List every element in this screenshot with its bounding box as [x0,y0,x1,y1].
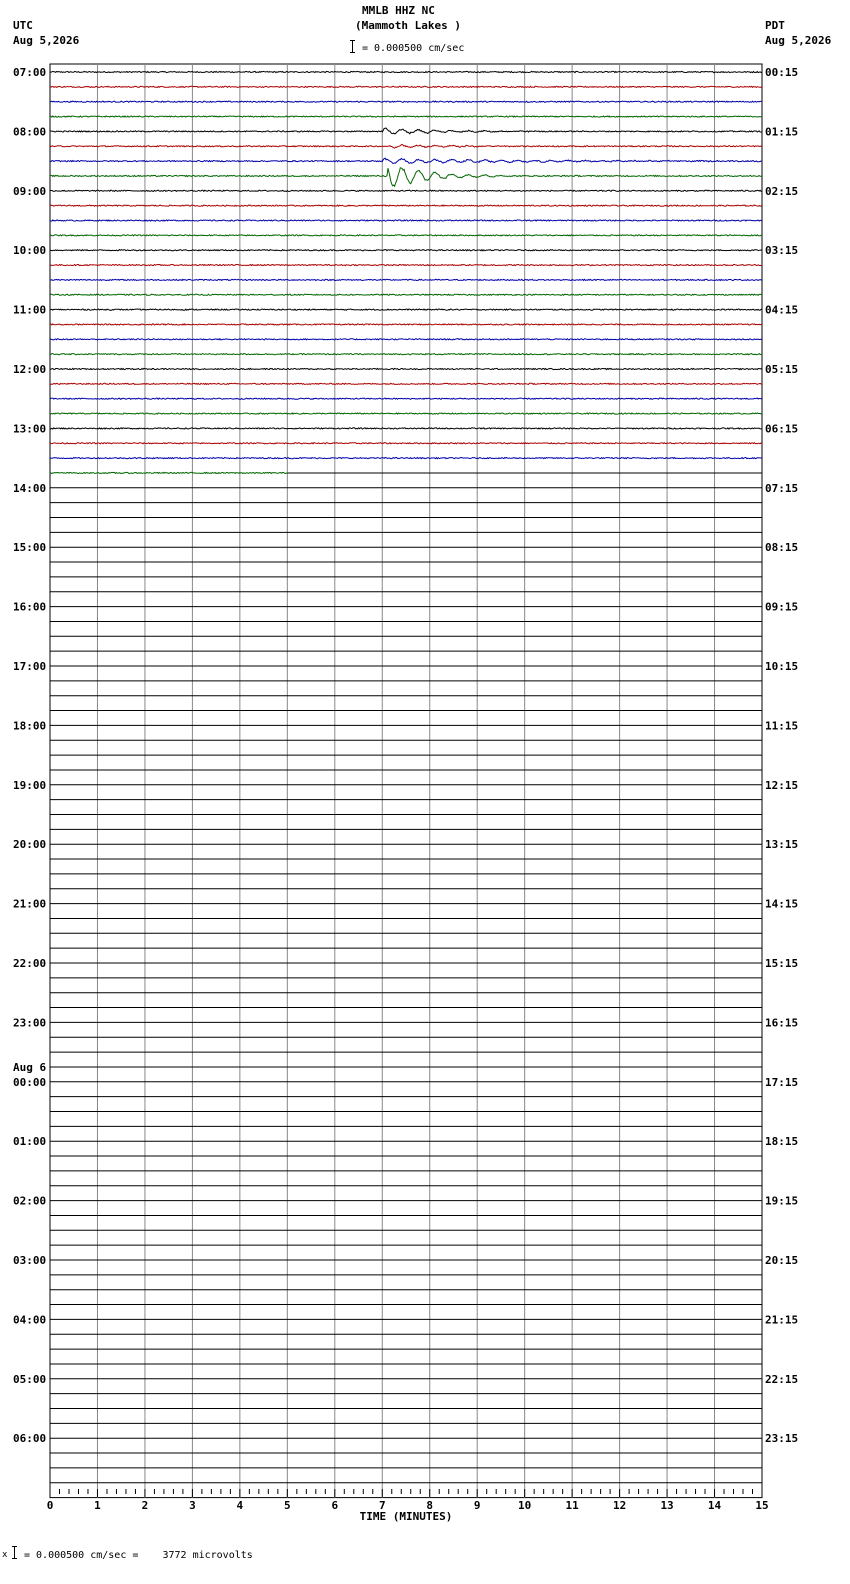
x-tick-label: 3 [189,1499,196,1512]
x-tick-label: 12 [612,1499,627,1512]
seismic-trace [50,339,762,340]
pdt-hour-label: 07:15 [765,481,799,495]
footer-scale-label: = 0.000500 cm/sec = 3772 microvolts [24,1550,253,1561]
x-tick-label: 11 [565,1499,579,1512]
utc-hour-label: 16:00 [13,600,47,614]
left-timezone: UTC [13,19,33,32]
pdt-hour-label: 17:15 [765,1075,799,1089]
x-tick-label: 5 [284,1499,291,1512]
x-tick-label: 15 [755,1499,769,1512]
seismic-trace [50,158,762,163]
date-change-label: Aug 6 [13,1060,47,1074]
pdt-hour-label: 03:15 [765,244,799,258]
utc-hour-label: 01:00 [13,1135,47,1149]
pdt-hour-label: 16:15 [765,1016,799,1030]
seismic-trace [50,294,762,295]
pdt-hour-label: 02:15 [765,184,799,198]
seismic-trace [50,354,762,355]
pdt-hour-label: 21:15 [765,1313,799,1327]
seismic-trace [50,220,762,221]
x-tick-label: 8 [426,1499,434,1512]
seismic-trace [50,128,762,134]
x-tick-label: 1 [94,1499,101,1512]
seismic-trace [50,309,762,310]
pdt-hour-label: 14:15 [765,897,799,911]
x-tick-label: 6 [331,1499,339,1512]
utc-hour-label: 18:00 [13,719,47,733]
pdt-hour-label: 15:15 [765,957,799,970]
seismic-trace [50,279,762,280]
seismic-trace [50,235,762,236]
seismic-trace [50,443,762,444]
seismic-trace [50,458,762,459]
utc-hour-label: 00:00 [13,1075,47,1089]
seismic-trace [50,472,287,473]
seismic-trace [50,101,762,102]
utc-hour-label: 13:00 [13,422,47,436]
x-tick-label: 2 [141,1499,149,1512]
utc-hour-label: 21:00 [13,897,47,911]
utc-hour-label: 04:00 [13,1313,47,1327]
utc-hour-label: 10:00 [13,244,47,258]
seismic-trace [50,116,762,117]
utc-hour-label: 03:00 [13,1254,47,1267]
seismic-trace [50,168,762,186]
utc-hour-label: 15:00 [13,541,47,555]
seismic-trace [50,428,762,429]
seismic-trace [50,265,762,266]
utc-hour-label: 02:00 [13,1194,47,1208]
utc-hour-label: 07:00 [13,66,47,79]
utc-hour-label: 09:00 [13,184,47,198]
pdt-hour-label: 00:15 [765,66,799,79]
utc-hour-label: 14:00 [13,481,47,495]
pdt-hour-label: 18:15 [765,1135,799,1149]
seismic-trace [50,324,762,325]
x-tick-label: 7 [378,1499,386,1512]
utc-hour-label: 19:00 [13,778,47,792]
x-tick-label: 13 [660,1499,674,1512]
pdt-hour-label: 09:15 [765,600,799,614]
pdt-hour-label: 06:15 [765,422,799,436]
right-timezone: PDT [765,19,785,32]
utc-hour-label: 08:00 [13,125,47,139]
seismic-trace [50,144,762,148]
seismic-trace [50,71,762,72]
seismic-trace [50,413,762,414]
pdt-hour-label: 08:15 [765,541,799,555]
seismic-trace [50,250,762,251]
seismic-trace [50,383,762,384]
x-tick-label: 14 [707,1499,722,1512]
utc-hour-label: 17:00 [13,660,47,673]
utc-hour-label: 23:00 [13,1016,47,1030]
footer-prefix: x [2,1550,8,1560]
seismic-trace [50,398,762,399]
x-tick-label: 9 [473,1499,481,1512]
pdt-hour-label: 23:15 [765,1432,799,1446]
pdt-hour-label: 19:15 [765,1194,799,1208]
pdt-hour-label: 04:15 [765,303,799,317]
x-tick-label: 4 [236,1499,244,1512]
utc-hour-label: 12:00 [13,363,47,376]
pdt-hour-label: 10:15 [765,660,799,673]
pdt-hour-label: 05:15 [765,363,799,376]
station-title: MMLB HHZ NC [362,4,435,17]
station-location: (Mammoth Lakes ) [355,19,461,32]
pdt-hour-label: 22:15 [765,1372,799,1386]
right-date: Aug 5,2026 [765,34,832,47]
x-tick-label: 10 [518,1499,532,1512]
utc-hour-label: 22:00 [13,957,47,970]
left-date: Aug 5,2026 [13,34,80,47]
utc-hour-label: 05:00 [13,1372,47,1386]
scale-label: = 0.000500 cm/sec [362,43,465,54]
pdt-hour-label: 13:15 [765,838,799,852]
utc-hour-label: 06:00 [13,1432,47,1446]
x-tick-label: 0 [46,1499,54,1512]
footer-scale-bar-icon [14,1546,15,1559]
seismic-trace [50,190,762,191]
seismic-trace [50,205,762,206]
x-axis-label: TIME (MINUTES) [359,1510,453,1523]
pdt-hour-label: 01:15 [765,125,799,139]
pdt-hour-label: 20:15 [765,1254,799,1267]
seismic-trace [50,86,762,87]
seismic-trace [50,368,762,369]
pdt-hour-label: 12:15 [765,778,799,792]
utc-hour-label: 11:00 [13,303,47,317]
utc-hour-label: 20:00 [13,838,47,852]
pdt-hour-label: 11:15 [765,719,799,733]
